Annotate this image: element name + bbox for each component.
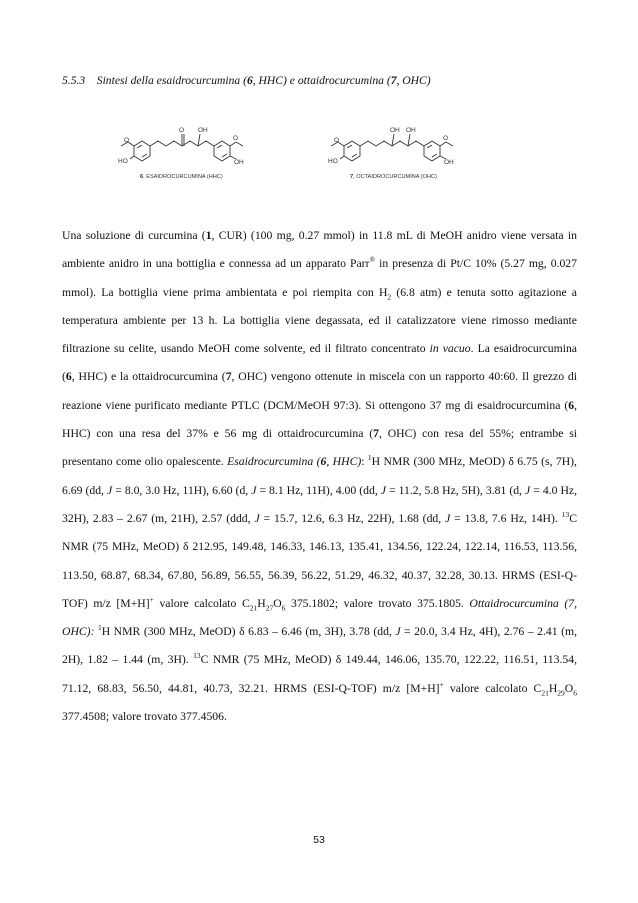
section-number: 5.5.3 <box>62 74 86 87</box>
hhc-caption: 6, ESAIDROCURCUMINA (HHC) <box>140 174 223 180</box>
chemical-structures-figure <box>110 120 510 190</box>
methoxy-label: O <box>124 137 130 144</box>
hydroxyl-label: HO <box>328 158 338 165</box>
hydroxyl-label: OH <box>390 127 400 134</box>
experimental-paragraph <box>62 222 577 731</box>
carbonyl-label: O <box>179 127 185 134</box>
heading-text: Sintesi della esaidrocurcumina ( <box>96 74 247 87</box>
methoxy-label: O <box>233 135 239 142</box>
heading-text: , HHC) e ottaidrocurcumina ( <box>252 74 391 87</box>
hydroxyl-label: OH <box>406 127 416 134</box>
methoxy-label: O <box>334 137 340 144</box>
hhc-structure <box>121 134 243 161</box>
compound-number: 7 <box>390 74 397 87</box>
hydroxyl-label: OH <box>198 127 208 134</box>
structures-svg <box>110 120 510 190</box>
page-number: 53 <box>313 834 325 846</box>
section-heading <box>62 74 431 87</box>
compound-number: 6 <box>246 74 253 87</box>
methoxy-label: O <box>443 135 449 142</box>
heading-text: , OHC) <box>396 74 431 87</box>
ohc-structure <box>331 134 453 161</box>
hydroxyl-label: HO <box>118 158 128 165</box>
ohc-caption: 7, OCTAIDROCURCUMINA (OHC) <box>350 174 437 180</box>
hydroxyl-label: OH <box>234 159 244 166</box>
hydroxyl-label: OH <box>444 159 454 166</box>
paragraph-text: Una soluzione di curcumina (1, CUR) (100 mg, 0.27 mmol) in 11.8 mL di MeOH anidro viene versata in ambiente anidro in una bottiglia e connessa ad un apparato Parr® in presenza di Pt/C 10% (5.27 mg, 0.027 mmol). La bottiglia viene prima ambientata e poi riempita con $H_2$ (6.8 atm) e tenuta sotto agitazione a temperatura ambiente per 13 h. La bottiglia viene degassata, ed il catalizzatore viene rimosso mediante filtrazione su celite, usando MeOH come solvente, ed il filtrato concentrato in vacuo. La esaidrocurcumina (6, HHC) e la ottaidrocurcumina (7, OHC) vengono ottenute in miscela con un rapporto 40:60. Il grezzo di reazione viene purificato mediante PTLC (DCM/MeOH 97:3). Si ottengono 37 mg di esaidrocurcumina (6, HHC) con una resa del 37% e 56 mg di ottaidrocurcumina (7, OHC) con resa del 55%; entrambe si presentano come olio opalescente. Esaidrocurcumina (6, HHC): $^1$H NMR (300 MHz, MeOD) δ 6.75 (s, 7H), 6.69 (dd, J = 8.0, 3.0 Hz, 11H), 6.60 (d, J = 8.1 Hz, 11H), 4.00 (dd, J = 11.2, 5.8 Hz, 5H), 3.81 (d, J = 4.0 Hz, 32H), 2.83 – 2.67 (m, 21H), 2.57 (ddd, J = 15.7, 12.6, 6.3 Hz, 22H), 1.68 (dd, J = 13.8, 7.6 Hz, 14H). $^{13}$C NMR (75 MHz, MeOD) δ 212.95, 149.48, 146.33, 146.13, 135.41, 134.56, 122.24, 122.14, 116.53, 113.56, 113.50, 68.87, 68.34, 67.80, 56.89, 56.55, 56.39, 56.22, 51.29, 46.32, 40.37, 32.28, 30.13. HRMS (ESI-Q-TOF) m/z [M+H]+ valore calcolato $C_{21}H_{27}O_6$ 375.1802; valore trovato 375.1805. Ottaidrocurcumina (7, OHC): $^1$H NMR (300 MHz, MeOD) δ 6.83 – 6.46 (m, 3H), 3.78 (dd, J = 20.0, 3.4 Hz, 4H), 2.76 – 2.41 (m, 2H), 1.82 – 1.44 (m, 3H). $^{13}$C NMR (75 MHz, MeOD) δ 149.44, 146.06, 135.70, 122.22, 116.51, 113.54, 71.12, 68.83, 56.50, 44.81, 40.73, 32.21. HRMS (ESI-Q-TOF) m/z [M+H]+ valore calcolato $C_{21}H_{29}O_6$ 377.4508; valore trovato 377.4506. <box>62 229 578 724</box>
